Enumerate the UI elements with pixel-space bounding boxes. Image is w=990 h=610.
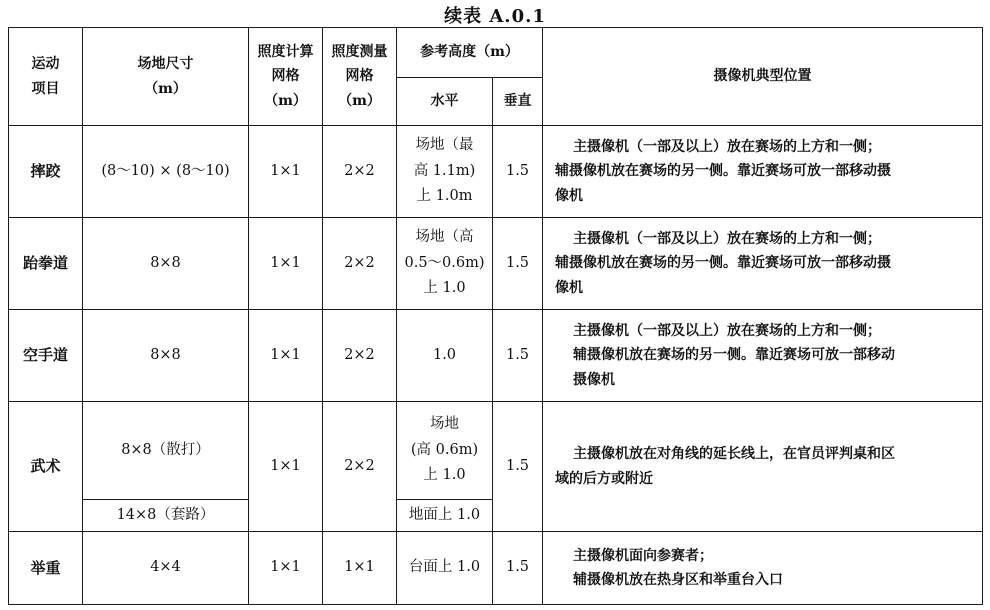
field-size: 8×8（散打） <box>83 402 249 500</box>
sport-name: 空手道 <box>9 310 83 402</box>
vertical-height: 1.5 <box>493 310 543 402</box>
header-sport: 运动 项目 <box>9 28 83 126</box>
vertical-height: 1.5 <box>493 126 543 218</box>
horizontal-height: 场地 (高 0.6m) 上 1.0 <box>397 402 493 500</box>
header-field-size: 场地尺寸 （m） <box>83 28 249 126</box>
field-size: (8～10) × (8～10) <box>83 126 249 218</box>
header-row <box>9 28 983 78</box>
camera-position: 主摄像机面向参赛者； 辅摄像机放在热身区和举重台入口 <box>543 532 983 605</box>
camera-position: 主摄像机（一部及以上）放在赛场的上方和一侧； 辅摄像机放在赛场的另一侧。靠近赛场可放一部移动摄 像机 <box>543 126 983 218</box>
measure-grid: 2×2 <box>323 126 397 218</box>
calc-grid: 1×1 <box>249 126 323 218</box>
vertical-height: 1.5 <box>493 532 543 605</box>
header-calc-grid: 照度计算 网格 （m） <box>249 28 323 126</box>
sport-name: 跆拳道 <box>9 218 83 310</box>
horizontal-height: 台面上 1.0 <box>397 532 493 605</box>
horizontal-height: 场地（最 高 1.1m) 上 1.0m <box>397 126 493 218</box>
calc-grid: 1×1 <box>249 402 323 532</box>
calc-grid: 1×1 <box>249 218 323 310</box>
table-row <box>9 310 983 402</box>
table-row <box>9 218 983 310</box>
horizontal-height: 地面上 1.0 <box>397 500 493 532</box>
vertical-height: 1.5 <box>493 218 543 310</box>
header-horizontal: 水平 <box>397 78 493 126</box>
camera-position: 主摄像机放在对角线的延长线上，在官员评判桌和区 域的后方或附近 <box>543 402 983 532</box>
measure-grid: 2×2 <box>323 310 397 402</box>
horizontal-height: 1.0 <box>397 310 493 402</box>
calc-grid: 1×1 <box>249 532 323 605</box>
camera-position: 主摄像机（一部及以上）放在赛场的上方和一侧； 辅摄像机放在赛场的另一侧。靠近赛场可放一部移动摄 像机 <box>543 218 983 310</box>
table-row <box>9 532 983 605</box>
sport-name: 武术 <box>9 402 83 532</box>
field-size: 4×4 <box>83 532 249 605</box>
measure-grid: 2×2 <box>323 218 397 310</box>
header-ref-height: 参考高度（m） <box>397 28 543 78</box>
calc-grid: 1×1 <box>249 310 323 402</box>
header-measure-grid: 照度测量 网格 （m） <box>323 28 397 126</box>
header-camera-position: 摄像机典型位置 <box>543 28 983 126</box>
horizontal-height: 场地（高 0.5～0.6m) 上 1.0 <box>397 218 493 310</box>
camera-position: 主摄像机（一部及以上）放在赛场的上方和一侧； 辅摄像机放在赛场的另一侧。靠近赛场可放一部移动 摄像机 <box>543 310 983 402</box>
header-vertical: 垂直 <box>493 78 543 126</box>
table-title: 续表 A.0.1 <box>444 6 546 27</box>
sport-name: 摔跤 <box>9 126 83 218</box>
field-size: 8×8 <box>83 218 249 310</box>
measure-grid: 2×2 <box>323 402 397 532</box>
table-row <box>9 126 983 218</box>
table-row <box>9 402 983 500</box>
field-size: 8×8 <box>83 310 249 402</box>
measure-grid: 1×1 <box>323 532 397 605</box>
field-size: 14×8（套路） <box>83 500 249 532</box>
spec-table <box>8 27 983 605</box>
sport-name: 举重 <box>9 532 83 605</box>
vertical-height: 1.5 <box>493 402 543 532</box>
